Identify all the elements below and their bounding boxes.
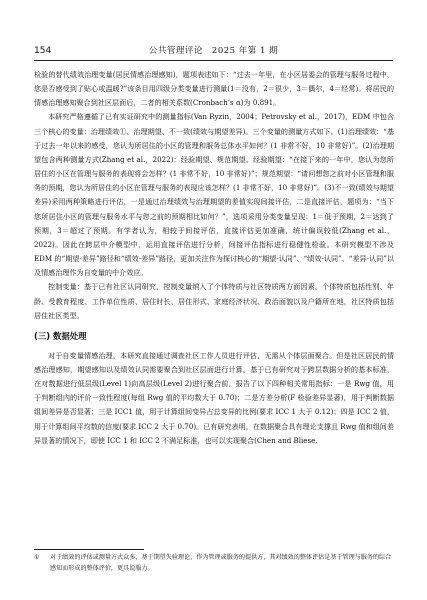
footnote: [34, 553, 394, 574]
paragraph-4: 对于自变量情感治理，本研究直接通过调查社区工作人员进行评估，无需从个体层面聚合。但是社区居民的情感治理感知，期望感知以及绩效认同需要聚合到社区层面进行计算。基于已有研究对于跨层数据分析的基本标准，在对数据进行低层级(Level 1)向高层级(Level 2)进行聚合前，报告了以下四种相关常用指标：一是 Rwg 值，用于判断组内的评价一致性程度(每组 Rwg 值的平均数大于 0.70)；二是方差分析(F 检验差异显著)，用于判断数据组间差异是否显著；三是 ICC1 值，用于计算组间变异占总变异的比例(要求 ICC 1 大于 0.12)；四是 ICC 2 值，用于计算组间平均数的信度(要求 ICC 2 大于 0.70)。已有研究表明，在数据聚合具有理论支撑且 Rwg 值和组间差异显著的情况下，即使 ICC 1 和 ICC 2 不满足标准，也可以实现聚合(Chen and Bliese,: [34, 350, 394, 445]
article-body: [34, 68, 394, 448]
footnote-text: 对于绩效的评估或测量方式众多，基于期望失验理论，作为管理或服务的提供方，其对绩效的整体评估是基于管理与服务的综合感知而形成的整体评价，更具说服力。: [50, 554, 392, 572]
running-header: [34, 44, 393, 61]
footnote-divider: [34, 549, 144, 550]
paragraph-2: 本研究严格遵循了已有实证研究中的测量指标(Van Ryzin，2004；Petrovsky et al.，2017)，EDM 中包含三个核心的变量：治理绩效①、治理期望、不一致(绩效与期望差异)。三个变量的测量方式如下。(1)治理绩效：“基于过去一年以来的感受，您认为所居住的小区的管理和服务总体水平如何？(1 非常不好，10 非常好)”。(2)治理期望包含两种测量方式(Zhang et al.，2022)：经验期望、规范期望。经验期望：“在接下来的一年中，您认为您所居住的小区在管理与服务的表现将会怎样？(1 非常不好，10 非常好)”；规范期望：“请问想您之前对小区管理和服务的预期，您认为所居住的小区在管理与服务的表现应该怎样？(1 非常不好，10 非常好)”。(3)不一致(绩效与期望差异)采用两种策略进行评估，一是通过治理绩效与治理期望的差值实现间接评估，二是直接评估，题项为：“当下您所居住小区的管理与服务水平与您之前的预期相比如何？”，选项采用分类变量呈现：1＝低于预期，2＝达到了预期，3＝超过了预期。有学者认为，相较于间接评估，直接评估更加准确，统计偏误较低(Zhang et al.，2022)。因此在跨层中介模型中，运用直接评估进行分析，间接评估指标进行稳健性检验。本研究模型不涉及 EDM 的“期望-差异”路径和“绩效-差异”路径，更加关注作为探讨核心的“期望-认同”、“绩效-认同”、“差异-认同”以及情感治理作为自变量的中介效应。: [34, 112, 394, 278]
page-number: 154: [34, 46, 52, 56]
footnote-mark: ①: [34, 554, 40, 561]
paragraph-1: 检验的替代绩效治理变量(居民情感治理感知)，题项表述如下：“过去一年里，在小区居委会的管理与服务过程中，您是否感受到了贴心或温暖?”该条目用四级分类变量进行测量(1＝没有，2＝很少，3＝偶尔，4＝经常)。将居民的情感治理感知聚合到社区层面后，二者的相关系数(Cronbach’s α)为 0.891。: [34, 70, 394, 108]
journal-title: 公共管理评论 2025 年第 1 期: [148, 46, 279, 56]
paragraph-3: 控制变量：基于已有社区认同研究，控制变量纳入了个体特质与社区特质两方面因素。个体特质包括性别、年龄、受教育程度、工作单位性质、居住时长、居住形式、家庭经济状况、政治面貌以及户籍所在地，社区特质包括居住社区类型。: [34, 282, 394, 320]
section-heading: (三) 数据处理: [34, 330, 87, 341]
